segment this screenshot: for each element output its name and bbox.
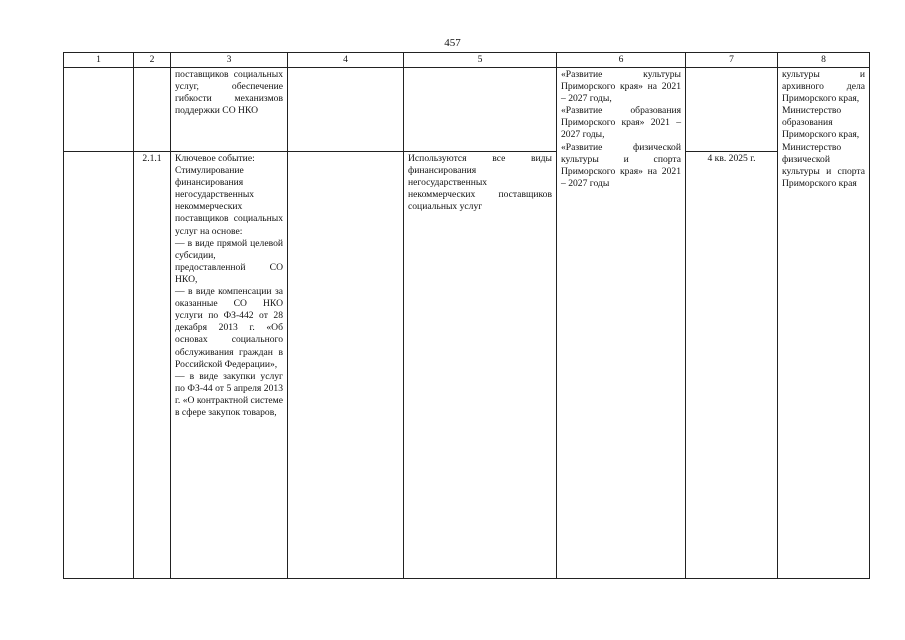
row2-cell-3 <box>171 152 288 579</box>
program-item: «Развитие культуры Приморского края» на 2021 – 2027 годы, <box>561 69 681 105</box>
program-item: «Развитие физической культуры и спорта Приморского края» на 2021 – 2027 годы <box>561 141 681 189</box>
row1-cell-3: поставщиков социальных услуг, обеспечение гибкости механизмов поддержки СО НКО <box>171 68 288 152</box>
merged-cell-8 <box>778 68 870 579</box>
responsible-item: культуры и архивного дела Приморского края, <box>782 69 865 105</box>
column-header-8: 8 <box>778 53 870 68</box>
event-line: — в виде закупки услуг по ФЗ-44 от 5 апреля 2013 г. «О контрактной системе в сфере закупок товаров, <box>175 370 283 418</box>
column-header-2: 2 <box>134 53 171 68</box>
event-line: Стимулирование финансирования негосударственных некоммерческих поставщиков социальных услуг на основе: <box>175 165 283 237</box>
column-header-3: 3 <box>171 53 288 68</box>
column-header-5: 5 <box>404 53 557 68</box>
table-row <box>64 152 870 579</box>
row1-cell-2 <box>134 68 171 152</box>
table-row <box>64 68 870 152</box>
page-number: 457 <box>444 37 461 49</box>
responsible-item: Министерство физической культуры и спорта Приморского края <box>782 141 865 189</box>
responsible-item: Министерство образования Приморского края, <box>782 105 860 141</box>
event-line: Ключевое событие: <box>175 153 255 164</box>
column-header-4: 4 <box>288 53 404 68</box>
row1-cell-1 <box>64 68 134 152</box>
event-line: — в виде прямой целевой субсидии, предоставленной СО НКО, <box>175 237 283 285</box>
merged-cell-6 <box>557 68 686 579</box>
row2-cell-7 <box>686 152 778 579</box>
document-table <box>63 52 870 579</box>
column-header-6: 6 <box>557 53 686 68</box>
row1-cell-4 <box>288 68 404 152</box>
row1-cell-5 <box>404 68 557 152</box>
program-item: «Развитие образования Приморского края» 2021 – 2027 годы, <box>561 105 681 141</box>
row2-cell-2: 2.1.1 <box>134 152 171 579</box>
column-header-7: 7 <box>686 53 778 68</box>
deadline-date: 4 кв. 2025 г. <box>707 153 756 164</box>
row2-cell-1 <box>64 152 134 579</box>
column-header-1: 1 <box>64 53 134 68</box>
row1-cell-7 <box>686 68 778 152</box>
event-line: — в виде компенсации за оказанные СО НКО услуги по ФЗ-442 от 28 декабря 2013 г. «Об основах социального обслуживания граждан в Российской Федерации», <box>175 286 283 370</box>
row2-cell-4 <box>288 152 404 579</box>
header-row <box>64 53 870 68</box>
row2-cell-5: Используются все виды финансирования негосударственных некоммерческих поставщиков социальных услуг <box>404 152 557 579</box>
